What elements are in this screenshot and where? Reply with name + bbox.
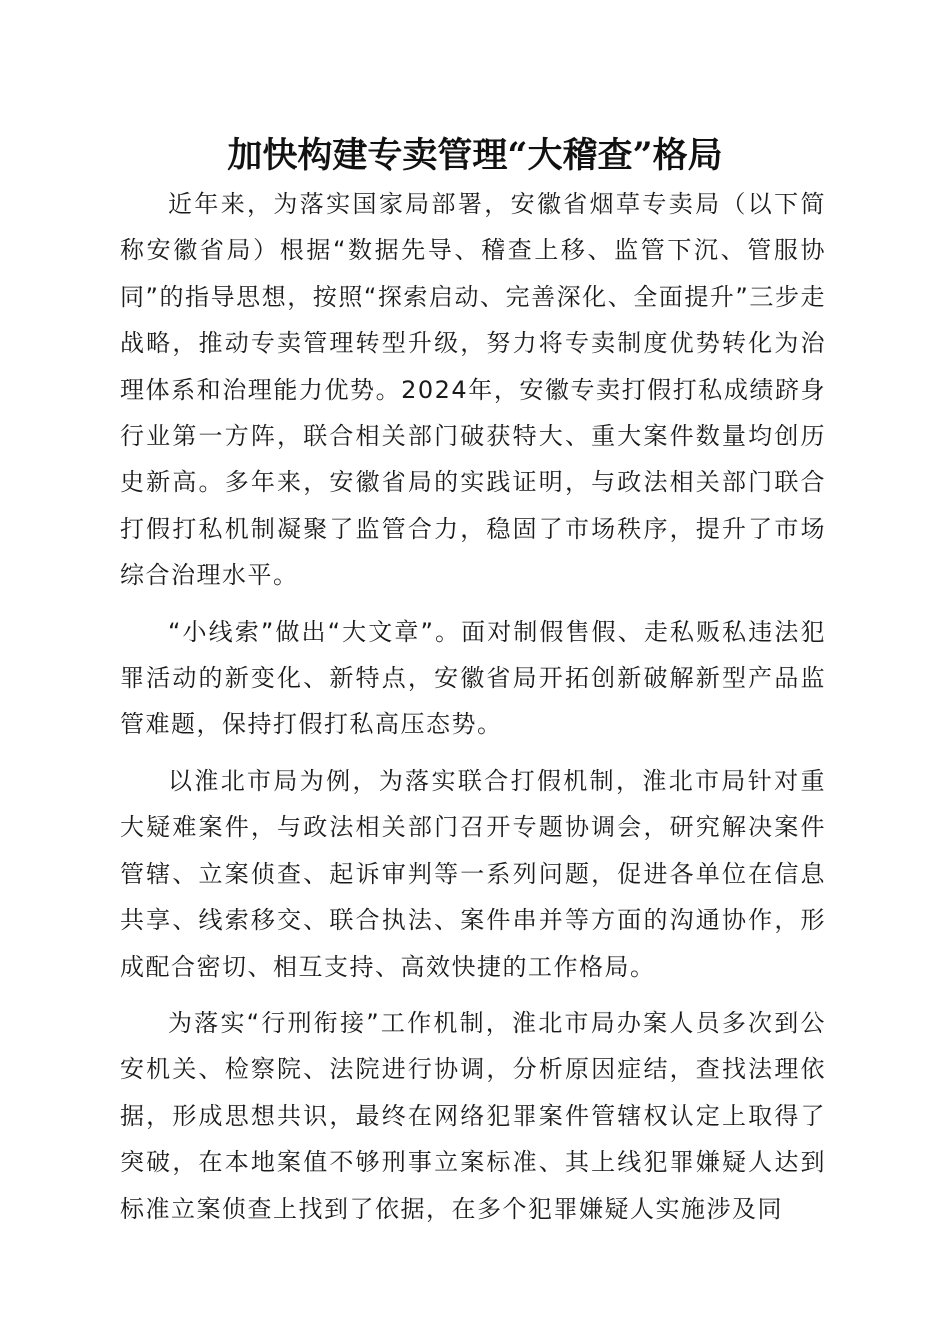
paragraph-criminal-linkage: 为落实“行刑衔接”工作机制，淮北市局办案人员多次到公安机关、检察院、法院进行协调，分析原因症结，查找法理依据，形成思想共识，最终在网络犯罪案件管辖权认定上取得了突破，在本地案值不够刑事立案标准、其上线犯罪嫌疑人达到标准立案侦查上找到了依据，在多个犯罪嫌疑人实施涉及同 <box>120 1008 826 1223</box>
paragraph-small-clues: “小线索”做出“大文章”。面对制假售假、走私贩私违法犯罪活动的新变化、新特点，安徽省局开拓创新破解新型产品监管难题，保持打假打私高压态势。 <box>120 617 826 739</box>
paragraph-intro: 近年来，为落实国家局部署，安徽省烟草专卖局（以下简称安徽省局）根据“数据先导、稽查上移、监管下沉、管服协同”的指导思想，按照“探索启动、完善深化、全面提升”三步走战略，推动专卖管理转型升级，努力将专卖制度优势转化为治理体系和治理能力优势。2024年，安徽专卖打假打私成绩跻身行业第一方阵，联合相关部门破获特大、重大案件数量均创历史新高。多年来，安徽省局的实践证明，与政法相关部门联合打假打私机制凝聚了监管合力，稳固了市场秩序，提升了市场综合治理水平。 <box>120 190 826 590</box>
document-body <box>120 181 826 1232</box>
paragraph-huaibei-example: 以淮北市局为例，为落实联合打假机制，淮北市局针对重大疑难案件，与政法相关部门召开专题协调会，研究解决案件管辖、立案侦查、起诉审判等一系列问题，促进各单位在信息共享、线索移交、联合执法、案件串并等方面的沟通协作，形成配合密切、相互支持、高效快捷的工作格局。 <box>120 766 826 981</box>
document-title: 加快构建专卖管理“大稽查”格局 <box>227 135 723 176</box>
